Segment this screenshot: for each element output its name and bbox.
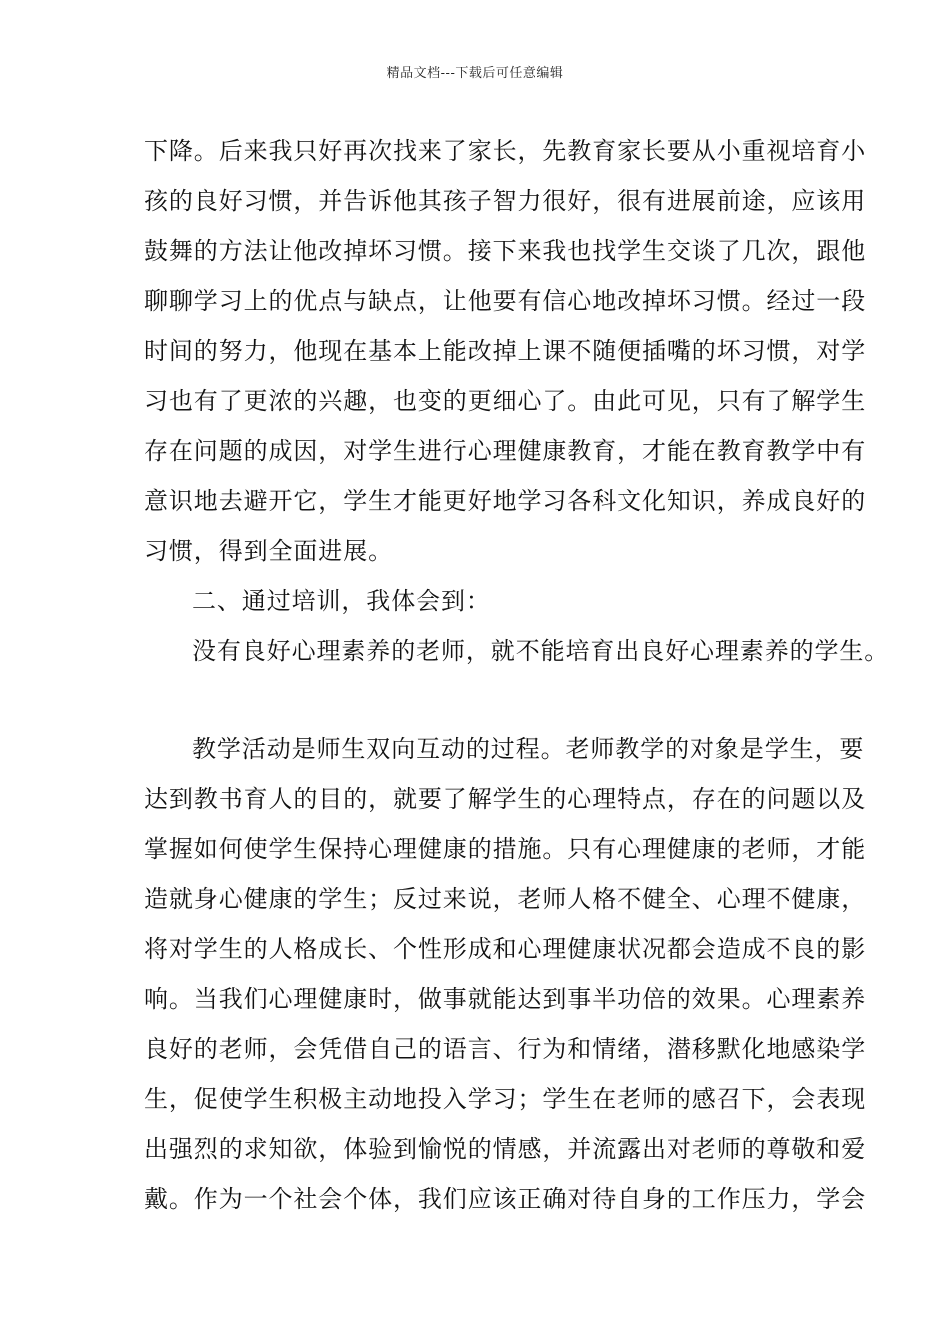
text-line: 聊聊学习上的优点与缺点，让他要有信心地改掉坏习惯。经过一段 — [144, 287, 867, 315]
text-line: 意识地去避开它，学生才能更好地学习各科文化知识，养成良好的 — [144, 487, 867, 515]
text-line: 出强烈的求知欲，体验到愉悦的情感，并流露出对老师的尊敬和爱 — [144, 1135, 867, 1163]
text-line: 戴。作为一个社会个体，我们应该正确对待自身的工作压力，学会 — [144, 1185, 867, 1213]
text-line: 孩的良好习惯，并告诉他其孩子智力很好，很有进展前途，应该用 — [144, 187, 867, 215]
text-line: 教学活动是师生双向互动的过程。老师教学的对象是学生，要 — [192, 735, 865, 763]
text-line: 良好的老师，会凭借自己的语言、行为和情绪，潜移默化地感染学 — [144, 1035, 867, 1063]
text-line: 没有良好心理素养的老师，就不能培育出良好心理素养的学生。 — [192, 637, 890, 665]
text-line: 鼓舞的方法让他改掉坏习惯。接下来我也找学生交谈了几次，跟他 — [144, 237, 867, 265]
text-line: 时间的努力，他现在基本上能改掉上课不随便插嘴的坏习惯，对学 — [144, 337, 867, 365]
text-line: 生，促使学生积极主动地投入学习；学生在老师的感召下，会表现 — [144, 1085, 867, 1113]
section-heading: 二、通过培训，我体会到： — [192, 587, 491, 615]
page-header: 精品文档---下载后可任意编辑 — [386, 66, 564, 81]
text-line: 造就身心健康的学生；反过来说，老师人格不健全、心理不健康， — [144, 885, 867, 913]
text-line: 达到教书育人的目的，就要了解学生的心理特点，存在的问题以及 — [144, 785, 867, 813]
text-line: 存在问题的成因，对学生进行心理健康教育，才能在教育教学中有 — [144, 437, 867, 465]
text-line: 习也有了更浓的兴趣，也变的更细心了。由此可见，只有了解学生 — [144, 387, 867, 415]
text-line: 将对学生的人格成长、个性形成和心理健康状况都会造成不良的影 — [144, 935, 867, 963]
text-line: 响。当我们心理健康时，做事就能达到事半功倍的效果。心理素养 — [144, 985, 867, 1013]
text-line: 习惯，得到全面进展。 — [144, 537, 393, 565]
text-line: 掌握如何使学生保持心理健康的措施。只有心理健康的老师，才能 — [144, 835, 867, 863]
text-line: 下降。后来我只好再次找来了家长，先教育家长要从小重视培育小 — [144, 137, 867, 165]
